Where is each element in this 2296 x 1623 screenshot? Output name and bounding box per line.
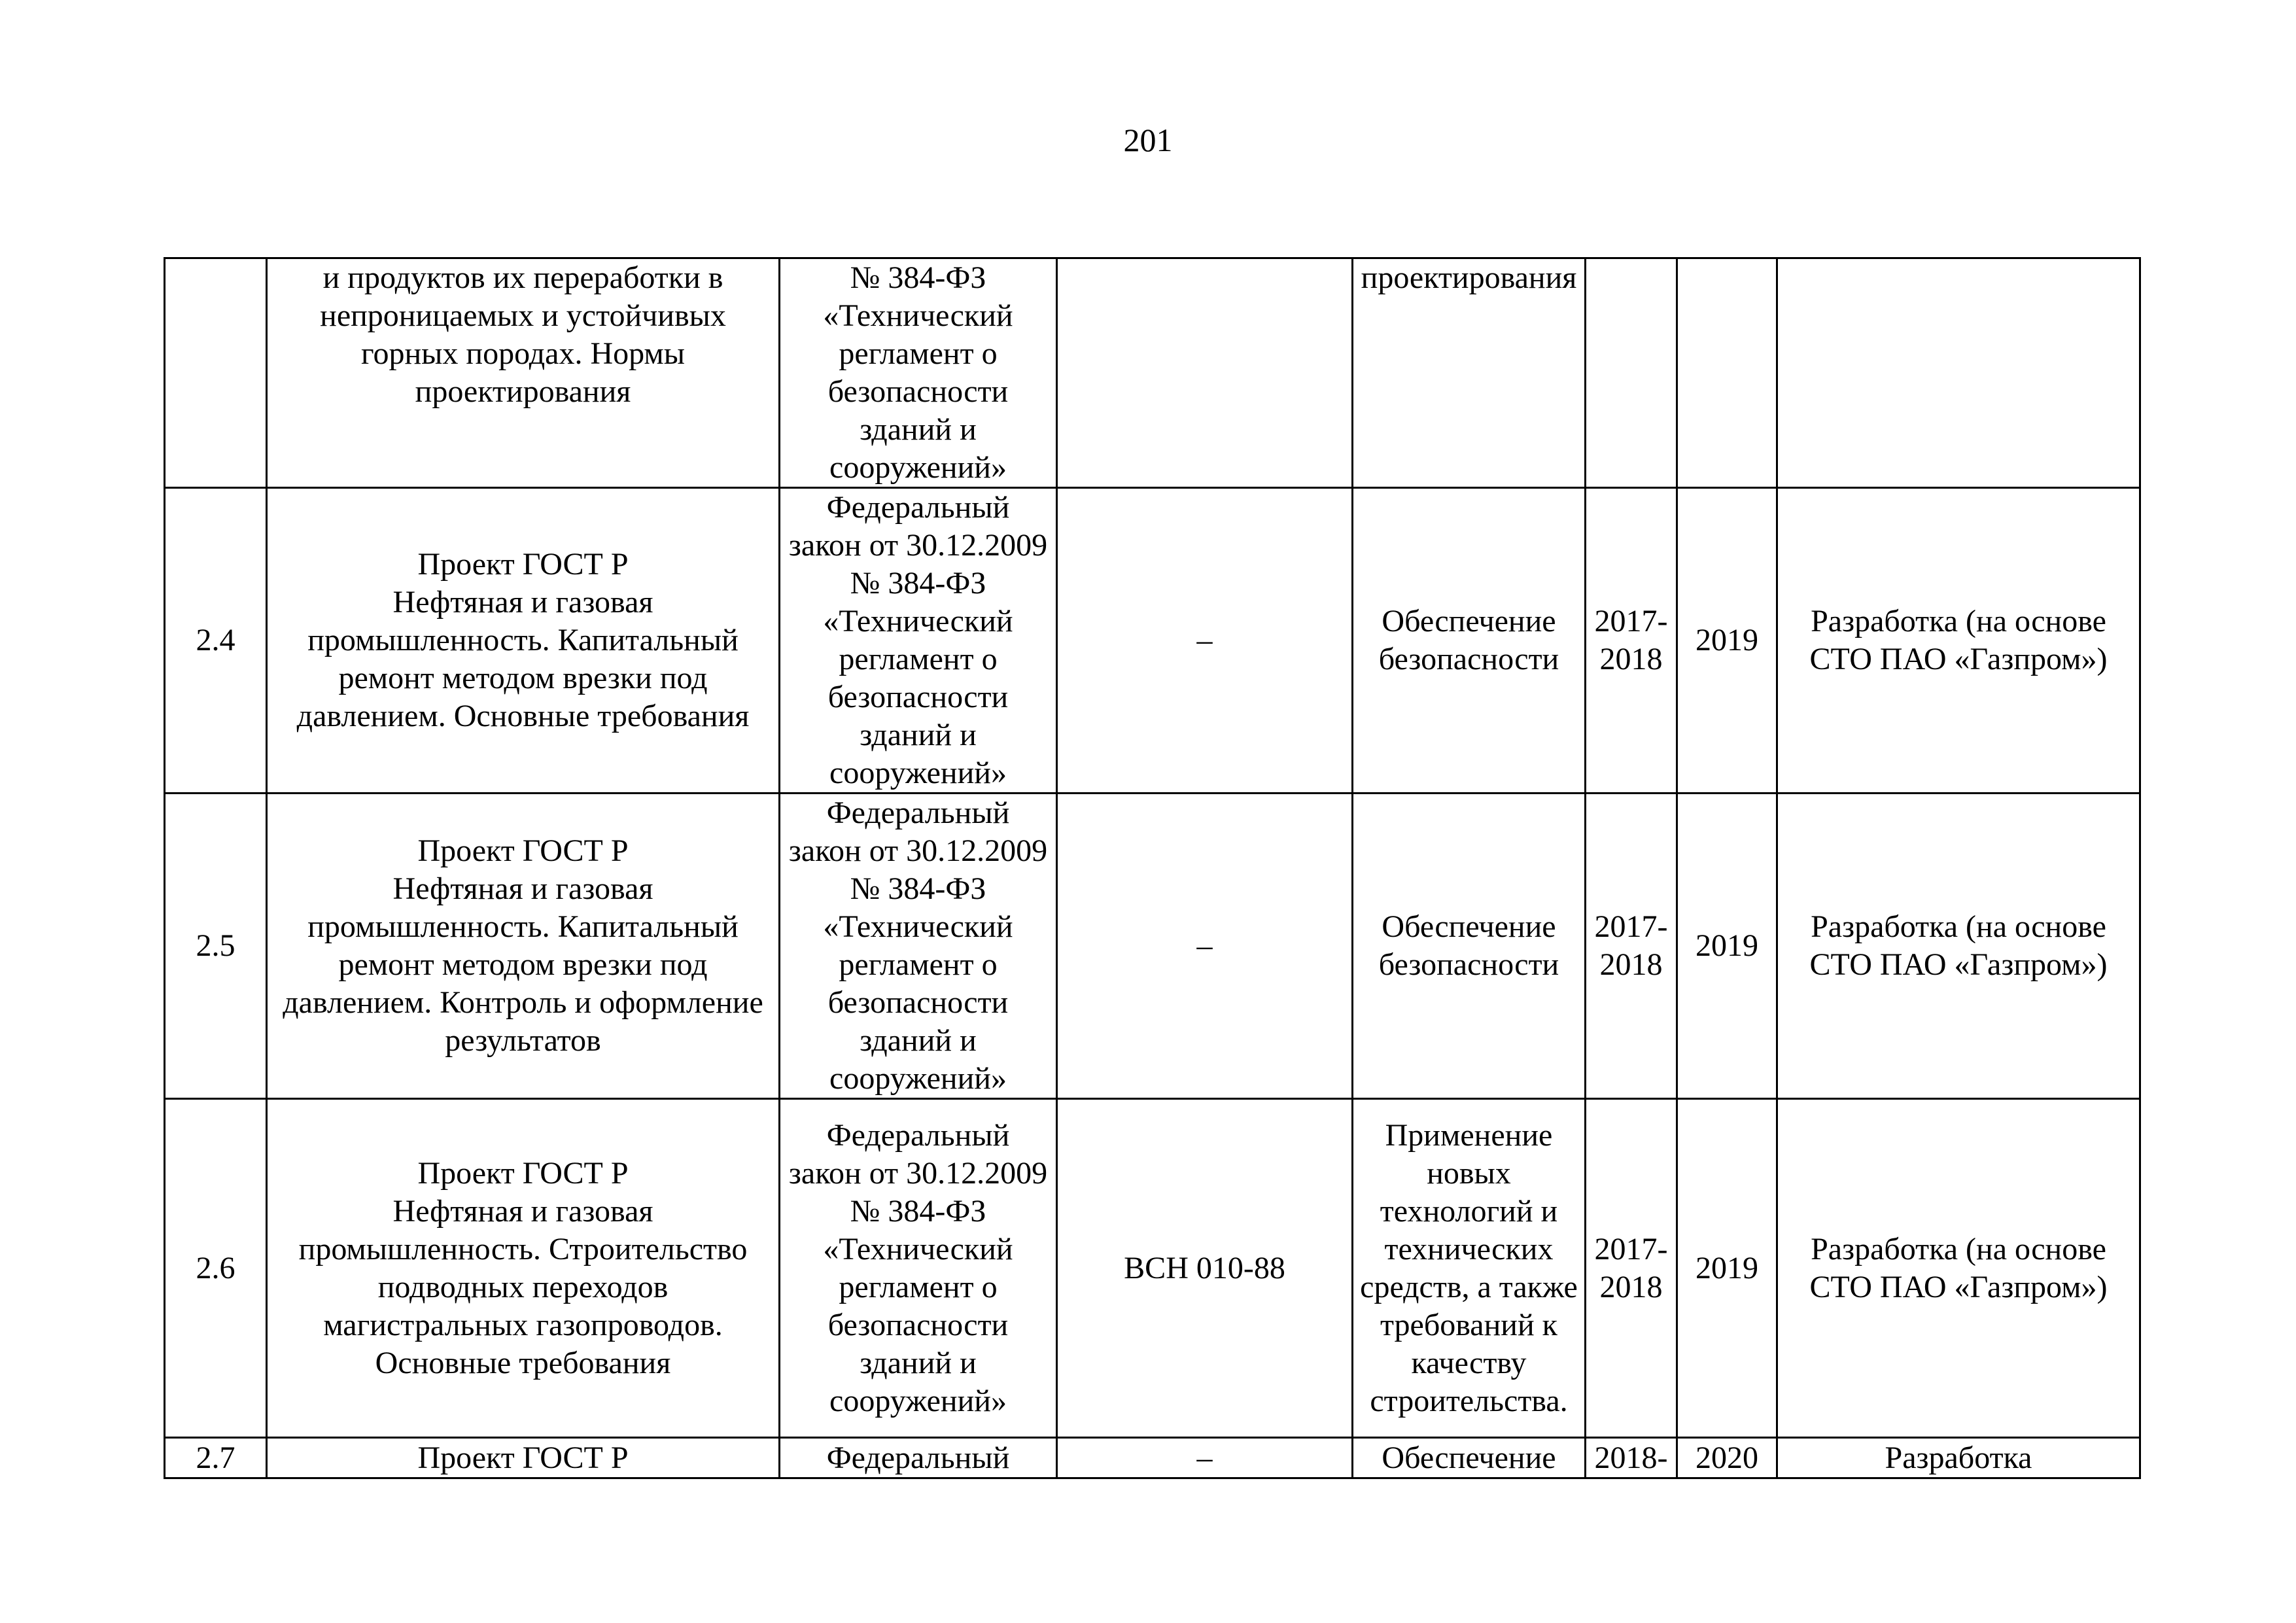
table-row [165,488,2140,794]
cell-legal-basis: Федеральный [780,1438,1057,1478]
cell-end-year: 2019 [1677,794,1777,1099]
cell-end-year: 2019 [1677,1099,1777,1438]
table-row [165,1099,2140,1438]
cell-status [1777,258,2140,488]
cell-document-name: Проект ГОСТ Р Нефтяная и газовая промышленность. Строительство подводных переходов магистральных газопроводов. Основные требования [267,1099,780,1438]
cell-document-name: и продуктов их переработки в непроницаемых и устойчивых горных породах. Нормы проектирования [267,258,780,488]
cell-goal: Применение новых технологий и технических средств, а также требований к качеству строительства. [1353,1099,1586,1438]
cell-legal-basis: Федеральный закон от 30.12.2009 № 384-ФЗ «Технический регламент о безопасности зданий и сооружений» [780,1099,1057,1438]
cell-document-name: Проект ГОСТ Р [267,1438,780,1478]
cell-end-year: 2019 [1677,488,1777,794]
cell-number: 2.5 [165,794,267,1099]
cell-goal: проектирования [1353,258,1586,488]
cell-goal: Обеспечение безопасности [1353,488,1586,794]
standards-table [164,257,2141,1479]
cell-goal: Обеспечение безопасности [1353,794,1586,1099]
cell-start-year [1586,258,1677,488]
cell-document-name: Проект ГОСТ Р Нефтяная и газовая промышленность. Капитальный ремонт методом врезки под давлением. Основные требования [267,488,780,794]
cell-replaced-standard: – [1057,1438,1353,1478]
table-row [165,1438,2140,1478]
cell-end-year: 2020 [1677,1438,1777,1478]
cell-number: 2.4 [165,488,267,794]
cell-start-year: 2017- 2018 [1586,488,1677,794]
cell-replaced-standard: – [1057,794,1353,1099]
cell-replaced-standard: – [1057,488,1353,794]
table-row [165,794,2140,1099]
cell-replaced-standard [1057,258,1353,488]
cell-number: 2.6 [165,1099,267,1438]
cell-legal-basis: Федеральный закон от 30.12.2009 № 384-ФЗ «Технический регламент о безопасности зданий и сооружений» [780,794,1057,1099]
cell-replaced-standard: ВСН 010-88 [1057,1099,1353,1438]
cell-legal-basis: Федеральный закон от 30.12.2009 № 384-ФЗ «Технический регламент о безопасности зданий и сооружений» [780,488,1057,794]
cell-end-year [1677,258,1777,488]
cell-start-year: 2017- 2018 [1586,1099,1677,1438]
table-row [165,258,2140,488]
cell-status: Разработка (на основе СТО ПАО «Газпром») [1777,1099,2140,1438]
cell-status: Разработка (на основе СТО ПАО «Газпром») [1777,488,2140,794]
cell-legal-basis: № 384-ФЗ «Технический регламент о безопасности зданий и сооружений» [780,258,1057,488]
cell-status: Разработка (на основе СТО ПАО «Газпром») [1777,794,2140,1099]
cell-status: Разработка [1777,1438,2140,1478]
cell-start-year: 2018- [1586,1438,1677,1478]
cell-start-year: 2017- 2018 [1586,794,1677,1099]
page-number: 201 [1123,122,1173,158]
cell-number [165,258,267,488]
cell-goal: Обеспечение [1353,1438,1586,1478]
cell-number: 2.7 [165,1438,267,1478]
cell-document-name: Проект ГОСТ Р Нефтяная и газовая промышленность. Капитальный ремонт методом врезки под давлением. Контроль и оформление результатов [267,794,780,1099]
